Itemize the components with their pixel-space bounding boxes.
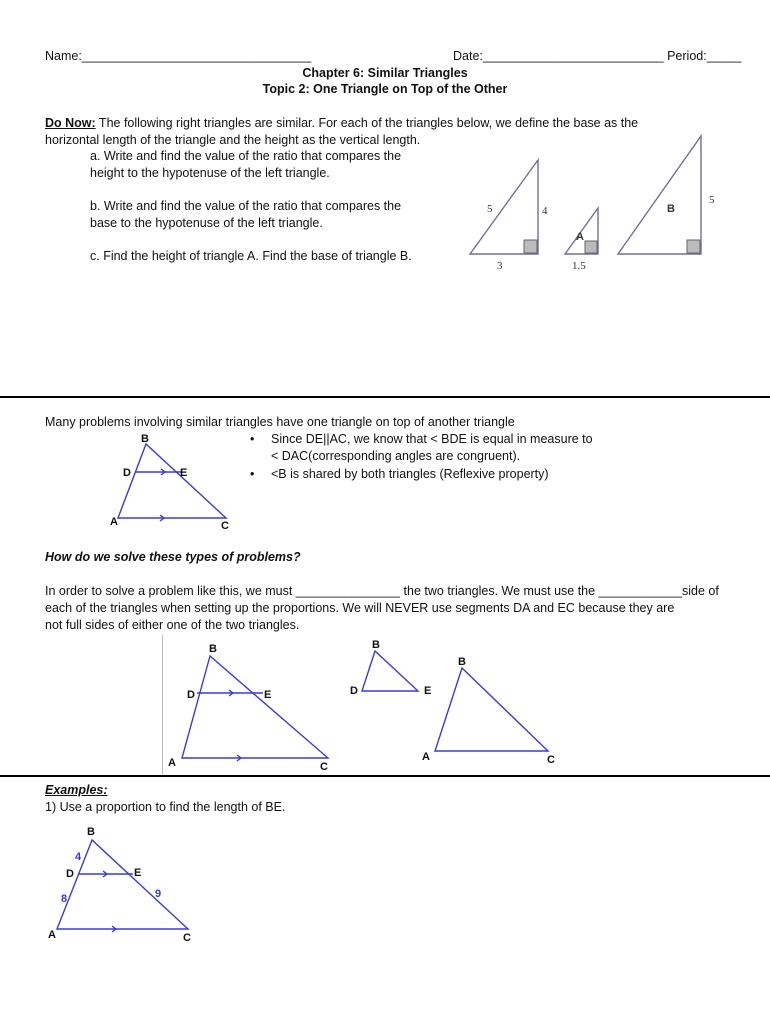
label-c: C xyxy=(221,520,229,532)
left-base-label: 3 xyxy=(497,260,503,272)
question-b-line1: b. Write and find the value of the ratio that compares the xyxy=(90,199,402,213)
right-triangles-figure xyxy=(465,130,725,280)
do-now-label: Do Now: xyxy=(45,116,96,130)
label-a-combined: A xyxy=(168,757,176,769)
label-b-large: B xyxy=(458,656,466,668)
examples-label: Examples: xyxy=(45,783,108,797)
label-b-combined: B xyxy=(209,643,217,655)
section3-triangles-figure xyxy=(160,636,580,776)
label-c-combined: C xyxy=(320,761,328,773)
label-e-combined: E xyxy=(264,689,272,701)
ex1-label-d: D xyxy=(66,868,74,880)
left-height-label: 4 xyxy=(542,205,548,217)
label-d: D xyxy=(123,467,131,479)
page-subtitle: Topic 2: One Triangle on Top of the Other xyxy=(262,82,508,96)
bullet1-line1: Since DE||AC, we know that < BDE is equal in measure to xyxy=(271,432,593,446)
name-field: Name:_________________________________ xyxy=(45,49,312,63)
big-triangle-b xyxy=(618,136,701,254)
label-a: A xyxy=(110,516,118,528)
do-now-intro-line2: horizontal length of the triangle and the height as the vertical length. xyxy=(45,133,421,147)
label-d-combined: D xyxy=(187,689,195,701)
label-e-small: E xyxy=(424,685,432,697)
example-1-figure xyxy=(45,824,205,944)
ex1-length-da: 8 xyxy=(61,893,68,905)
section-divider-2 xyxy=(0,775,770,777)
bullet2-symbol: • xyxy=(250,467,255,481)
ex1-length-ec: 9 xyxy=(155,888,162,900)
example-1-text: 1) Use a proportion to find the length of BE. xyxy=(45,800,286,814)
section3-paragraph-line1: In order to solve a problem like this, we must _______________ the two triangles. We must use the ____________side of xyxy=(45,584,719,598)
section3-paragraph-line3: not full sides of either one of the two triangles. xyxy=(45,618,300,632)
left-hypotenuse-label: 5 xyxy=(487,203,493,215)
triangle-b-label: B xyxy=(667,203,675,215)
page-title: Chapter 6: Similar Triangles xyxy=(302,66,468,80)
question-b-line2: base to the hypotenuse of the left triangle. xyxy=(90,216,323,230)
triangle-a-label: A xyxy=(576,231,584,243)
section3-question: How do we solve these types of problems? xyxy=(45,550,301,564)
ex1-label-e: E xyxy=(134,867,142,879)
ex1-label-b: B xyxy=(87,826,95,838)
question-a-line1: a. Write and find the value of the ratio that compares the xyxy=(90,149,402,163)
label-e: E xyxy=(180,467,188,479)
question-c: c. Find the height of triangle A. Find the base of triangle B. xyxy=(90,249,412,263)
do-now-intro-text: The following right triangles are similar. For each of the triangles below, we define the base as the xyxy=(95,116,639,130)
section-divider xyxy=(0,396,770,398)
label-b: B xyxy=(141,433,149,445)
bullet1-line2: < DAC(corresponding angles are congruent). xyxy=(271,449,521,463)
ex1-label-c: C xyxy=(183,932,191,944)
section2-intro: Many problems involving similar triangles have one triangle on top of another triangle xyxy=(45,415,515,429)
ex1-length-bd: 4 xyxy=(75,851,82,863)
section2-triangle-figure xyxy=(108,432,238,532)
big-height-label: 5 xyxy=(709,194,715,206)
question-a-line2: height to the hypotenuse of the left triangle. xyxy=(90,166,330,180)
small-base-label: 1.5 xyxy=(572,260,586,272)
bullet1-symbol: • xyxy=(250,432,255,446)
do-now-intro xyxy=(45,115,638,131)
label-d-small: D xyxy=(350,685,358,697)
date-period-field: Date:__________________________ Period:_____ xyxy=(453,49,742,63)
label-c-large: C xyxy=(547,754,555,766)
label-b-small: B xyxy=(372,639,380,651)
ex1-label-a: A xyxy=(48,929,56,941)
label-a-large: A xyxy=(422,751,430,763)
left-right-triangle xyxy=(470,160,538,254)
section3-paragraph-line2: each of the triangles when setting up the proportions. We will NEVER use segments DA and EC because they are xyxy=(45,601,675,615)
bullet2-text: <B is shared by both triangles (Reflexive property) xyxy=(271,467,549,481)
